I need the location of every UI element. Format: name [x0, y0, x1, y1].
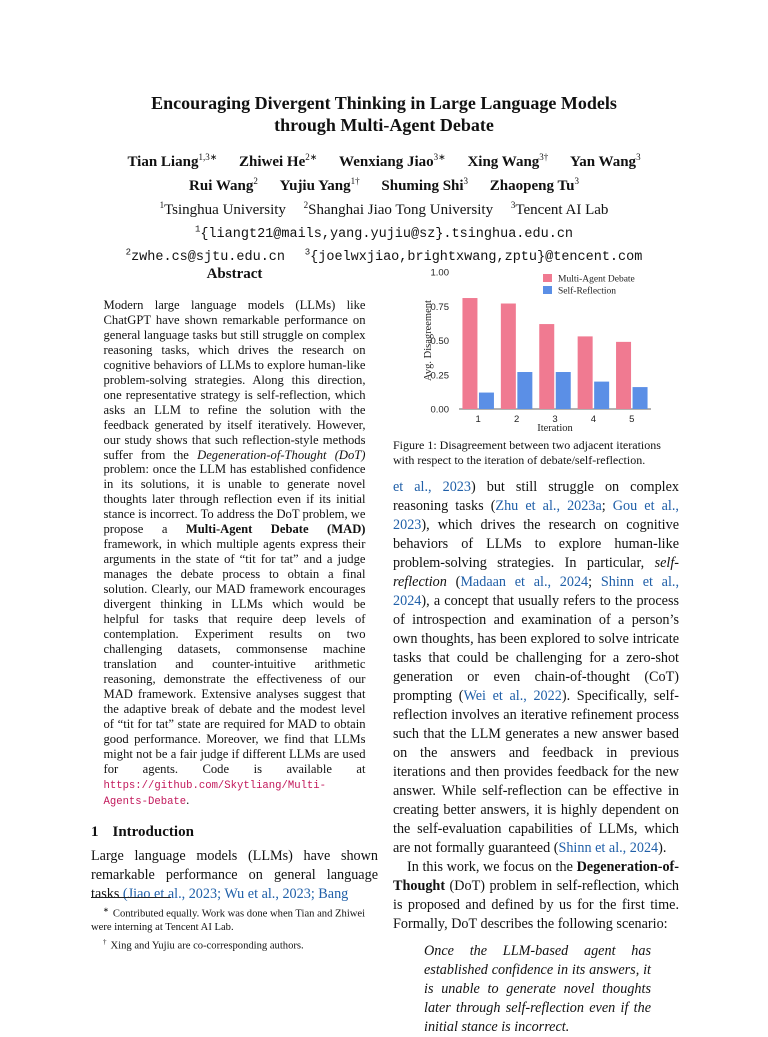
- affiliation: $^3$Tencent AI Lab: [510, 200, 609, 218]
- dot-definition-quote: Once the LLM-based agent has established confidence in its answers, it is unable to generate novel thoughts later through self-reflection even if the initial stance is incorrect.: [424, 943, 651, 1035]
- author: Yujiu Yang$^{1\dagger}$: [279, 176, 360, 194]
- citation-link[interactable]: Madaan et al., 2024: [460, 574, 589, 590]
- intro-paragraph-2: In this work, we focus on the Degeneration-of-Thought (DoT) problem in self-reflection, which is proposed and defined by us for the first time. Formally, DoT describes the following scenario:: [393, 859, 679, 932]
- author: Rui Wang$^2$: [189, 176, 258, 194]
- bar-multi-agent-debate: [539, 324, 554, 409]
- y-tick-label: 0.50: [430, 336, 449, 347]
- x-tick-label: 1: [475, 414, 481, 425]
- y-tick-label: 1.00: [430, 267, 449, 279]
- legend-label: Self-Reflection: [558, 286, 617, 297]
- figure-caption: Figure 1: Disagreement between two adjacent iterations with respect to the iteration of debate/self-reflection.: [393, 438, 661, 467]
- x-tick-label: 4: [590, 414, 597, 425]
- y-tick-label: 0.25: [430, 370, 449, 382]
- legend-label: Multi-Agent Debate: [558, 274, 635, 285]
- footnotes: [91, 897, 378, 954]
- bar-self-reflection: [556, 372, 571, 409]
- author: Xing Wang$^{3\dagger}$: [467, 152, 549, 170]
- author-line-1: [40, 148, 728, 172]
- legend-swatch: [543, 286, 552, 294]
- author: Tian Liang$^{1,3∗}$: [127, 152, 218, 170]
- code-link[interactable]: https://github.com/Skytliang/Multi-Agents-Debate: [103, 779, 327, 809]
- title-line-1: Encouraging Divergent Thinking in Large Language Models: [151, 93, 617, 113]
- intro-paragraph-right: et al., 2023) but still struggle on complex reasoning tasks (Zhu et al., 2023a; Gou et al., 2023), which drives the research on cognitive behaviors of LLMs to explore human-like problem-solving strategies. In particular, self-reflection (Madaan et al., 2024; Shinn et al., 2024), a concept that usually refers to the process of introspection and examination of a person’s own thoughts, has been explored to solve intricate tasks that could be challenging for a zero-shot generation or even chain-of-thought (CoT) prompting (Wei et al., 2022). Specifically, self-reflection involves an iterative refinement process such that the LLM generates a new answer based on the answers and feedback in previous iterations and then provides feedback for the new answer. While self-reflection can be effective in creating better answers, it is highly dependent on the self-evaluation capabilities of LLMs, which are not formally guaranteed (Shinn et al., 2024).: [393, 479, 680, 856]
- x-tick-label: 3: [552, 414, 558, 425]
- affiliation-line: [40, 196, 728, 220]
- author: Zhaopeng Tu$^3$: [489, 176, 579, 194]
- intro-paragraph-left: Large language models (LLMs) have shown remarkable performance on general language tasks (Jiao et al., 2023; Wu et al., 2023; Bang: [91, 848, 378, 903]
- y-tick-label: 0.00: [430, 404, 449, 416]
- x-tick-label: 2: [513, 414, 520, 425]
- bar-multi-agent-debate: [578, 336, 593, 409]
- email: $^2$zwhe.cs@sjtu.edu.cn: [125, 247, 286, 265]
- section-heading-introduction: 1 Introduction: [91, 824, 194, 841]
- bar-self-reflection: [517, 372, 532, 409]
- y-axis-label: Avg. Disagreement: [423, 300, 434, 381]
- author: Zhiwei $He^{2∗}$: [239, 152, 318, 170]
- right-column: [393, 262, 679, 1037]
- citation-link[interactable]: Zhu et al., 2023a: [495, 498, 602, 514]
- abstract-text: Modern large language models (LLMs) like ChatGPT have shown remarkable performance on general language tasks but still struggle on complex reasoning tasks, which drives the research on cognitive behaviors of LLMs to explore human-like problem-solving strategies. Along this direction, one representative strategy is self-reflection, which asks an LLM to refine the solution with the feedback generated by itself iteratively. However, our study shows that such reflection-style methods suffer from the Degeneration-of-Thought (DoT) problem: once the LLM has established confidence in its solutions, it is unable to generate novel thoughts later through reflection even if its initial stance is incorrect. To address the DoT problem, we propose a Multi-Agent Debate (MAD) framework, in which multiple agents express their arguments in the state of “tit for tat” and a judge manages the debate process to obtain a final solution. Clearly, our MAD framework encourages divergent thinking in LLMs which would be helpful for tasks that require deep levels of contemplation. Experiment results on two challenging datasets, commonsense machine translation and counter-intuitive arithmetic reasoning, demonstrate the effectiveness of our MAD framework. Extensive analyses suggest that the adaptive break of debate and the modest level of “tit for tat” state are required for MAD to obtain good performance. Moreover, we find that LLMs might not be a fair judge if different LLMs are used for agents. Code is available at https://github.com/Skytliang/Multi-Agents-Debate.: [103, 298, 366, 809]
- author-line-2: [40, 172, 728, 196]
- disagreement-bar-chart: [393, 262, 679, 432]
- x-axis-label: Iteration: [537, 423, 573, 432]
- author-block: [40, 148, 728, 267]
- email-line-1: [40, 220, 728, 244]
- x-tick-label: 5: [629, 414, 635, 425]
- bar-self-reflection: [633, 387, 648, 409]
- footnote-rule: [91, 897, 171, 898]
- citation-link[interactable]: et al., 2023: [393, 479, 471, 495]
- citation-link[interactable]: Shinn et al., 2024: [393, 574, 679, 609]
- bar-multi-agent-debate: [462, 298, 477, 409]
- citation-link[interactable]: (Jiao et al., 2023; Wu et al., 2023; Bang: [122, 886, 349, 903]
- bar-multi-agent-debate: [616, 342, 631, 409]
- email: $^1${liangt21@mails,yang.yujiu@sz}.tsinghua.edu.cn: [194, 224, 574, 242]
- author: Wenxiang Jiao$^{3∗}$: [339, 152, 446, 170]
- author: Yan Wang$^3$: [570, 152, 641, 170]
- citation-link[interactable]: Gou et al., 2023: [393, 498, 679, 533]
- affiliation: $^1$Tsinghua University: [159, 200, 286, 218]
- paper-title: [60, 92, 708, 136]
- author: Shuming Shi$^3$: [381, 176, 469, 194]
- bar-self-reflection: [479, 393, 494, 409]
- bar-self-reflection: [594, 382, 609, 409]
- y-tick-label: 0.75: [430, 301, 449, 313]
- figure-1: [393, 262, 679, 432]
- citation-link[interactable]: Wei et al., 2022: [463, 688, 562, 704]
- affiliation: $^2$Shanghai Jiao Tong University: [303, 200, 494, 218]
- left-column: [91, 266, 378, 904]
- footnote-1: ∗ Contributed equally. Work was done when Tian and Zhiwei were interning at Tencent AI Lab.: [91, 906, 366, 933]
- legend-swatch: [543, 274, 552, 282]
- bar-multi-agent-debate: [501, 304, 516, 409]
- abstract-heading: Abstract: [206, 266, 263, 282]
- citation-link[interactable]: Shinn et al., 2024: [558, 840, 659, 856]
- title-line-2: through Multi-Agent Debate: [274, 115, 494, 135]
- footnote-2: † Xing and Yujiu are co-corresponding authors.: [103, 937, 304, 952]
- email: $^3${joelwxjiao,brightxwang,zptu}@tencent.com: [304, 247, 643, 265]
